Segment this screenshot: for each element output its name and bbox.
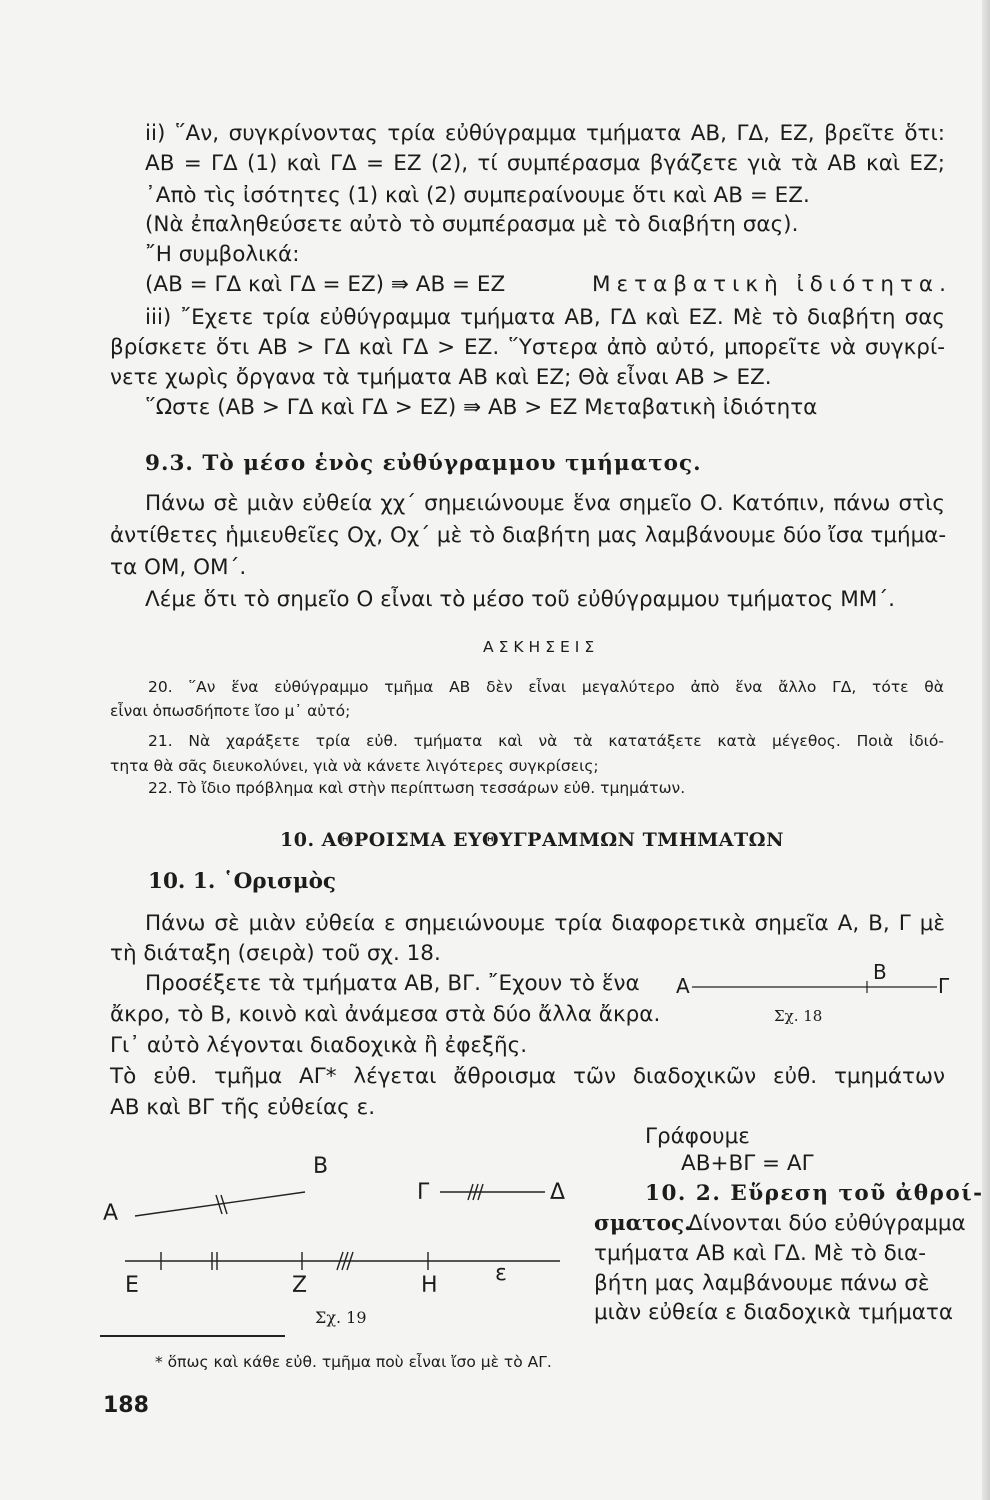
text-line: ii) ῞Αν, συγκρίνοντας τρία εὐθύγραμμα τμήματα ΑΒ, ΓΔ, ΕΖ, βρεῖτε ὅτι: xyxy=(145,121,945,146)
text-line: ΑΒ = ΓΔ (1) καὶ ΓΔ = ΕΖ (2), τί συμπέρασμα βγάζετε γιὰ τὰ ΑΒ καὶ ΕΖ; xyxy=(145,151,945,176)
fig19-label-h: Η xyxy=(421,1273,438,1298)
text-line: Τὸ εὐθ. τμῆμα ΑΓ* λέγεται ἄθροισμα τῶν διαδοχικῶν εὐθ. τμημάτων xyxy=(110,1064,945,1089)
text-line: Πάνω σὲ μιὰν εὐθεία χχ΄ σημειώνουμε ἕνα σημεῖο Ο. Κατόπιν, πάνω στὶς xyxy=(145,491,945,516)
page-edge xyxy=(982,0,990,1500)
formula: ΑΒ+ΒΓ = ΑΓ xyxy=(681,1151,814,1176)
fig19-tick xyxy=(221,1195,227,1214)
text-line: τὴ διάταξη (σειρὰ) τοῦ σχ. 18. xyxy=(110,941,441,966)
transitive-property-label: Μεταβατικὴ ἰδιότητα. xyxy=(592,272,952,297)
figure-18 xyxy=(672,955,962,1030)
text-line: iii) ῎Εχετε τρία εὐθύγραμμα τμήματα ΑΒ, ΓΔ καὶ ΕΖ. Μὲ τὸ διαβήτη σας xyxy=(145,305,945,330)
fig19-label-e: Ε xyxy=(125,1273,139,1298)
fig19-label-epsilon: ε xyxy=(495,1261,507,1286)
fig18-caption: Σχ. 18 xyxy=(774,1007,823,1025)
text-line: τμήματα ΑΒ καὶ ΓΔ. Μὲ τὸ δια- xyxy=(594,1241,926,1266)
footnote: * ὅπως καὶ κάθε εὐθ. τμῆμα ποὺ εἶναι ἴσο μὲ τὸ ΑΓ. xyxy=(155,1353,552,1371)
fig19-label-b: Β xyxy=(313,1154,329,1179)
fig19-label-g: Γ xyxy=(417,1180,430,1205)
text-line: Γι᾿ αὐτὸ λέγονται διαδοχικὰ ἢ ἐφεξῆς. xyxy=(110,1033,528,1058)
text-line: μιὰν εὐθεία ε διαδοχικὰ τμήματα xyxy=(594,1300,954,1325)
figure-19 xyxy=(95,1140,575,1335)
fig19-caption: Σχ. 19 xyxy=(315,1308,367,1327)
text-line: ῞Ωστε (ΑΒ > ΓΔ καὶ ΓΔ > ΕΖ) ⇛ ΑΒ > ΕΖ Μεταβατικὴ ἰδιότητα xyxy=(145,395,818,420)
fig19-label-a: Α xyxy=(103,1201,119,1226)
text-line: ἄκρο, τὸ Β, κοινὸ καὶ ἀνάμεσα στὰ δύο ἄλλα ἄκρα. xyxy=(110,1002,661,1027)
exercise-20: 20. ῞Αν ἕνα εὐθύγραμμο τμῆμα ΑΒ δὲν εἶναι μεγαλύτερο ἀπὸ ἕνα ἄλλο ΓΔ, τότε θὰ xyxy=(148,678,944,696)
text-line: τα ΟΜ, ΟΜ΄. xyxy=(110,555,247,580)
fig18-label-b: Β xyxy=(873,960,887,984)
section-heading-10-2-cont: σματος. xyxy=(594,1211,692,1236)
text-line: Προσέξετε τὰ τμήματα ΑΒ, ΒΓ. ῎Εχουν τὸ ἕνα xyxy=(145,971,640,996)
exercise-20-cont: εἶναι ὁπωσδήποτε ἴσο μ᾿ αὐτό; xyxy=(110,702,351,720)
footnote-rule xyxy=(100,1335,285,1337)
text-line: Λέμε ὅτι τὸ σημεῖο Ο εἶναι τὸ μέσο τοῦ εὐθύγραμμου τμήματος ΜΜ΄. xyxy=(145,587,895,612)
text-line: (ΑΒ = ΓΔ καὶ ΓΔ = ΕΖ) ⇛ ΑΒ = ΕΖ xyxy=(145,272,506,297)
exercises-heading: ΑΣΚΗΣΕΙΣ xyxy=(483,638,600,656)
exercise-22: 22. Τὸ ἴδιο πρόβλημα καὶ στὴν περίπτωση τεσσάρων εὐθ. τμημάτων. xyxy=(148,779,686,797)
text-line: ῎Η συμβολικά: xyxy=(145,242,300,267)
fig19-label-z: Ζ xyxy=(292,1273,308,1298)
text-line: βρίσκετε ὅτι ΑΒ > ΓΔ καὶ ΓΔ > ΕΖ. ῞Υστερα ἀπὸ αὐτό, μπορεῖτε νὰ συγκρί- xyxy=(110,335,945,360)
text-line: νετε χωρὶς ὄργανα τὰ τμήματα ΑΒ καὶ ΕΖ; Θὰ εἶναι ΑΒ > ΕΖ. xyxy=(110,365,772,390)
exercise-21-cont: τητα θὰ σᾶς διευκολύνει, γιὰ νὰ κάνετε λιγότερες συγκρίσεις; xyxy=(110,757,599,775)
section-heading-10-2: 10. 2. Εὕρεση τοῦ ἀθροί- xyxy=(645,1181,984,1206)
text-line: ἀντίθετες ἡμιευθεῖες Οχ, Οχ΄ μὲ τὸ διαβήτη μας λαμβάνουμε δύο ἴσα τμήμα- xyxy=(110,523,947,548)
section-heading-9-3: 9.3. Τὸ μέσο ἑνὸς εὐθύγραμμου τμήματος. xyxy=(145,451,702,476)
text-line: Δίνονται δύο εὐθύγραμμα xyxy=(688,1211,966,1236)
page-number: 188 xyxy=(103,1393,149,1418)
section-heading-10-1: 10. 1. ῾Ορισμὸς xyxy=(148,869,337,894)
text-line: ᾿Απὸ τὶς ἰσότητες (1) καὶ (2) συμπεραίνουμε ὅτι καὶ ΑΒ = ΕΖ. xyxy=(145,183,810,208)
fig18-label-c: Γ xyxy=(938,974,950,998)
text-line: Γράφουμε xyxy=(645,1124,750,1149)
fig19-segment-ab xyxy=(135,1192,305,1216)
fig19-label-d: Δ xyxy=(550,1180,566,1205)
fig18-label-a: Α xyxy=(676,974,690,998)
chapter-heading: 10. ΑΘΡΟΙΣΜΑ ΕΥΘΥΓΡΑΜΜΩΝ ΤΜΗΜΑΤΩΝ xyxy=(280,829,784,851)
exercise-21: 21. Νὰ χαράξετε τρία εὐθ. τμήματα καὶ νὰ τὰ κατατάξετε κατὰ μέγεθος. Ποιὰ ἰδιό- xyxy=(148,732,944,750)
text-line: ΑΒ καὶ ΒΓ τῆς εὐθείας ε. xyxy=(110,1095,376,1120)
text-line: (Νὰ ἐπαληθεύσετε αὐτὸ τὸ συμπέρασμα μὲ τὸ διαβήτη σας). xyxy=(145,212,799,237)
text-line: Πάνω σὲ μιὰν εὐθεία ε σημειώνουμε τρία διαφορετικὰ σημεῖα Α, Β, Γ μὲ xyxy=(145,911,945,936)
text-line: βήτη μας λαμβάνουμε πάνω σὲ xyxy=(594,1271,930,1296)
